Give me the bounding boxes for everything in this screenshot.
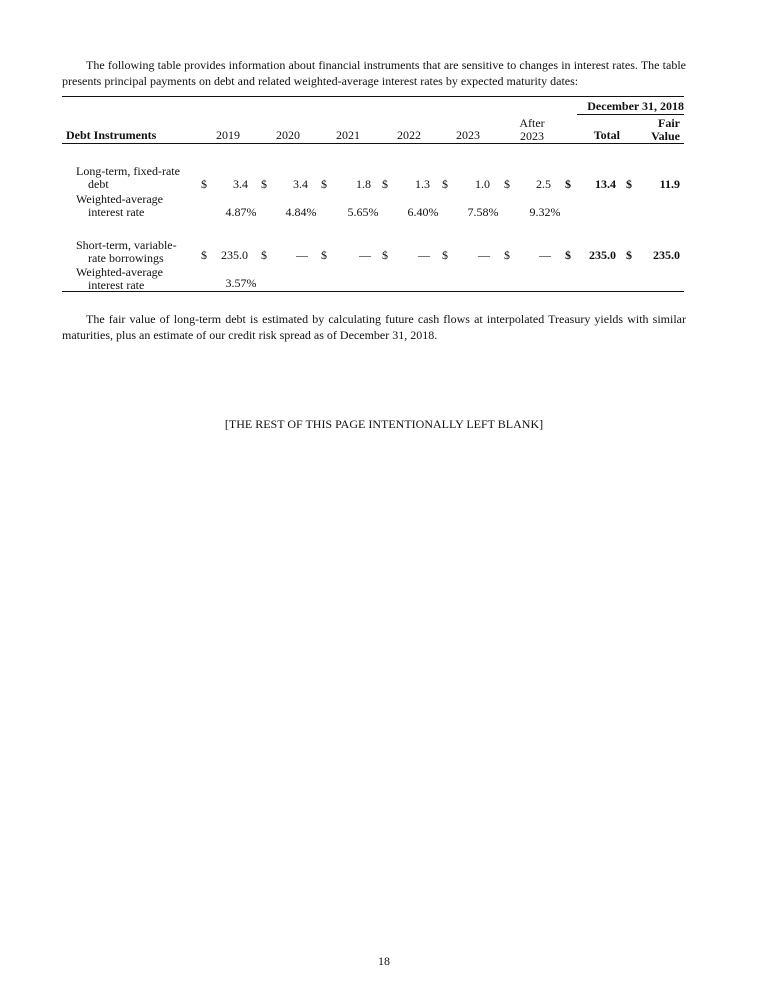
cell-st-2020: —	[296, 248, 308, 262]
row-label-line1: Short-term, variable-	[76, 238, 177, 252]
row-label-long-term-debt	[62, 165, 188, 191]
cell-st-fair: 235.0	[653, 248, 680, 262]
cell-st-rate-2019: 3.57%	[225, 276, 257, 290]
cell-lt-rate-2020: 4.84%	[285, 205, 317, 219]
row-label-line2: debt	[88, 177, 109, 191]
currency-symbol: $	[321, 248, 327, 262]
table-top-rule	[62, 96, 684, 97]
currency-symbol: $	[442, 248, 448, 262]
currency-symbol: $	[261, 248, 267, 262]
header-rule	[62, 143, 684, 144]
currency-symbol: $	[565, 248, 571, 262]
cell-st-2023: —	[478, 248, 490, 262]
currency-symbol: $	[442, 177, 448, 191]
header-after-2023	[512, 117, 552, 143]
header-after-line2: 2023	[520, 129, 544, 143]
currency-symbol: $	[565, 177, 571, 191]
currency-symbol: $	[201, 248, 207, 262]
fair-value-paragraph: The fair value of long-term debt is estimated by calculating future cash flows at interpolated Treasury yields with similar maturities, plus an estimate of our credit risk spread as of December 31, 2018.	[62, 312, 686, 342]
cell-lt-rate-2022: 6.40%	[407, 205, 439, 219]
cell-lt-2023: 1.0	[475, 177, 490, 191]
row-label-st-rate	[62, 266, 188, 292]
row-label-line2: rate borrowings	[88, 251, 164, 265]
header-year-2021: 2021	[336, 128, 360, 142]
header-year-2020: 2020	[276, 128, 300, 142]
cell-lt-total: 13.4	[595, 177, 616, 191]
cell-st-2021: —	[359, 248, 371, 262]
cell-st-after: —	[539, 248, 551, 262]
cell-lt-2022: 1.3	[415, 177, 430, 191]
header-fair-line2: Value	[651, 129, 680, 143]
cell-st-2019: 235.0	[221, 248, 248, 262]
cell-lt-2020: 3.4	[293, 177, 308, 191]
currency-symbol: $	[504, 248, 510, 262]
currency-symbol: $	[261, 177, 267, 191]
currency-symbol: $	[201, 177, 207, 191]
header-total: Total	[593, 128, 620, 142]
cell-lt-rate-2023: 7.58%	[467, 205, 499, 219]
currency-symbol: $	[626, 248, 632, 262]
page-number: 18	[378, 954, 390, 968]
row-label-line1: Weighted-average	[76, 192, 163, 206]
currency-symbol: $	[382, 248, 388, 262]
cell-lt-after: 2.5	[536, 177, 551, 191]
header-after-line1: After	[519, 116, 545, 130]
header-fair-value	[640, 117, 680, 143]
table-bottom-rule	[62, 291, 684, 292]
cell-lt-2021: 1.8	[356, 177, 371, 191]
cell-lt-rate-2019: 4.87%	[225, 205, 257, 219]
cell-st-2022: —	[418, 248, 430, 262]
row-label-line2: interest rate	[88, 205, 145, 219]
header-year-2022: 2022	[397, 128, 421, 142]
row-label-line1: Weighted-average	[76, 265, 163, 279]
intro-paragraph: The following table provides information about financial instruments that are sensitive to changes in interest rates. The table presents principal payments on debt and related weighted-average interest rates by expected maturity dates:	[62, 58, 686, 88]
row-label-lt-rate	[62, 193, 188, 219]
currency-symbol: $	[626, 177, 632, 191]
row-label-short-term-borrowings	[62, 239, 188, 265]
header-year-2023: 2023	[456, 128, 480, 142]
currency-symbol: $	[504, 177, 510, 191]
cell-st-total: 235.0	[589, 248, 616, 262]
header-fair-line1: Fair	[658, 116, 680, 130]
cell-lt-2019: 3.4	[233, 177, 248, 191]
row-label-line1: Long-term, fixed-rate	[76, 164, 180, 178]
header-debt-instruments: Debt Instruments	[66, 128, 157, 142]
blank-page-note: [THE REST OF THIS PAGE INTENTIONALLY LEFT BLANK]	[224, 417, 544, 431]
cell-lt-rate-2021: 5.65%	[347, 205, 379, 219]
cell-lt-rate-after: 9.32%	[529, 205, 561, 219]
currency-symbol: $	[321, 177, 327, 191]
table-date-header: December 31, 2018	[577, 100, 684, 115]
row-label-line2: interest rate	[88, 278, 145, 292]
header-year-2019: 2019	[216, 128, 240, 142]
currency-symbol: $	[382, 177, 388, 191]
cell-lt-fair: 11.9	[659, 177, 680, 191]
